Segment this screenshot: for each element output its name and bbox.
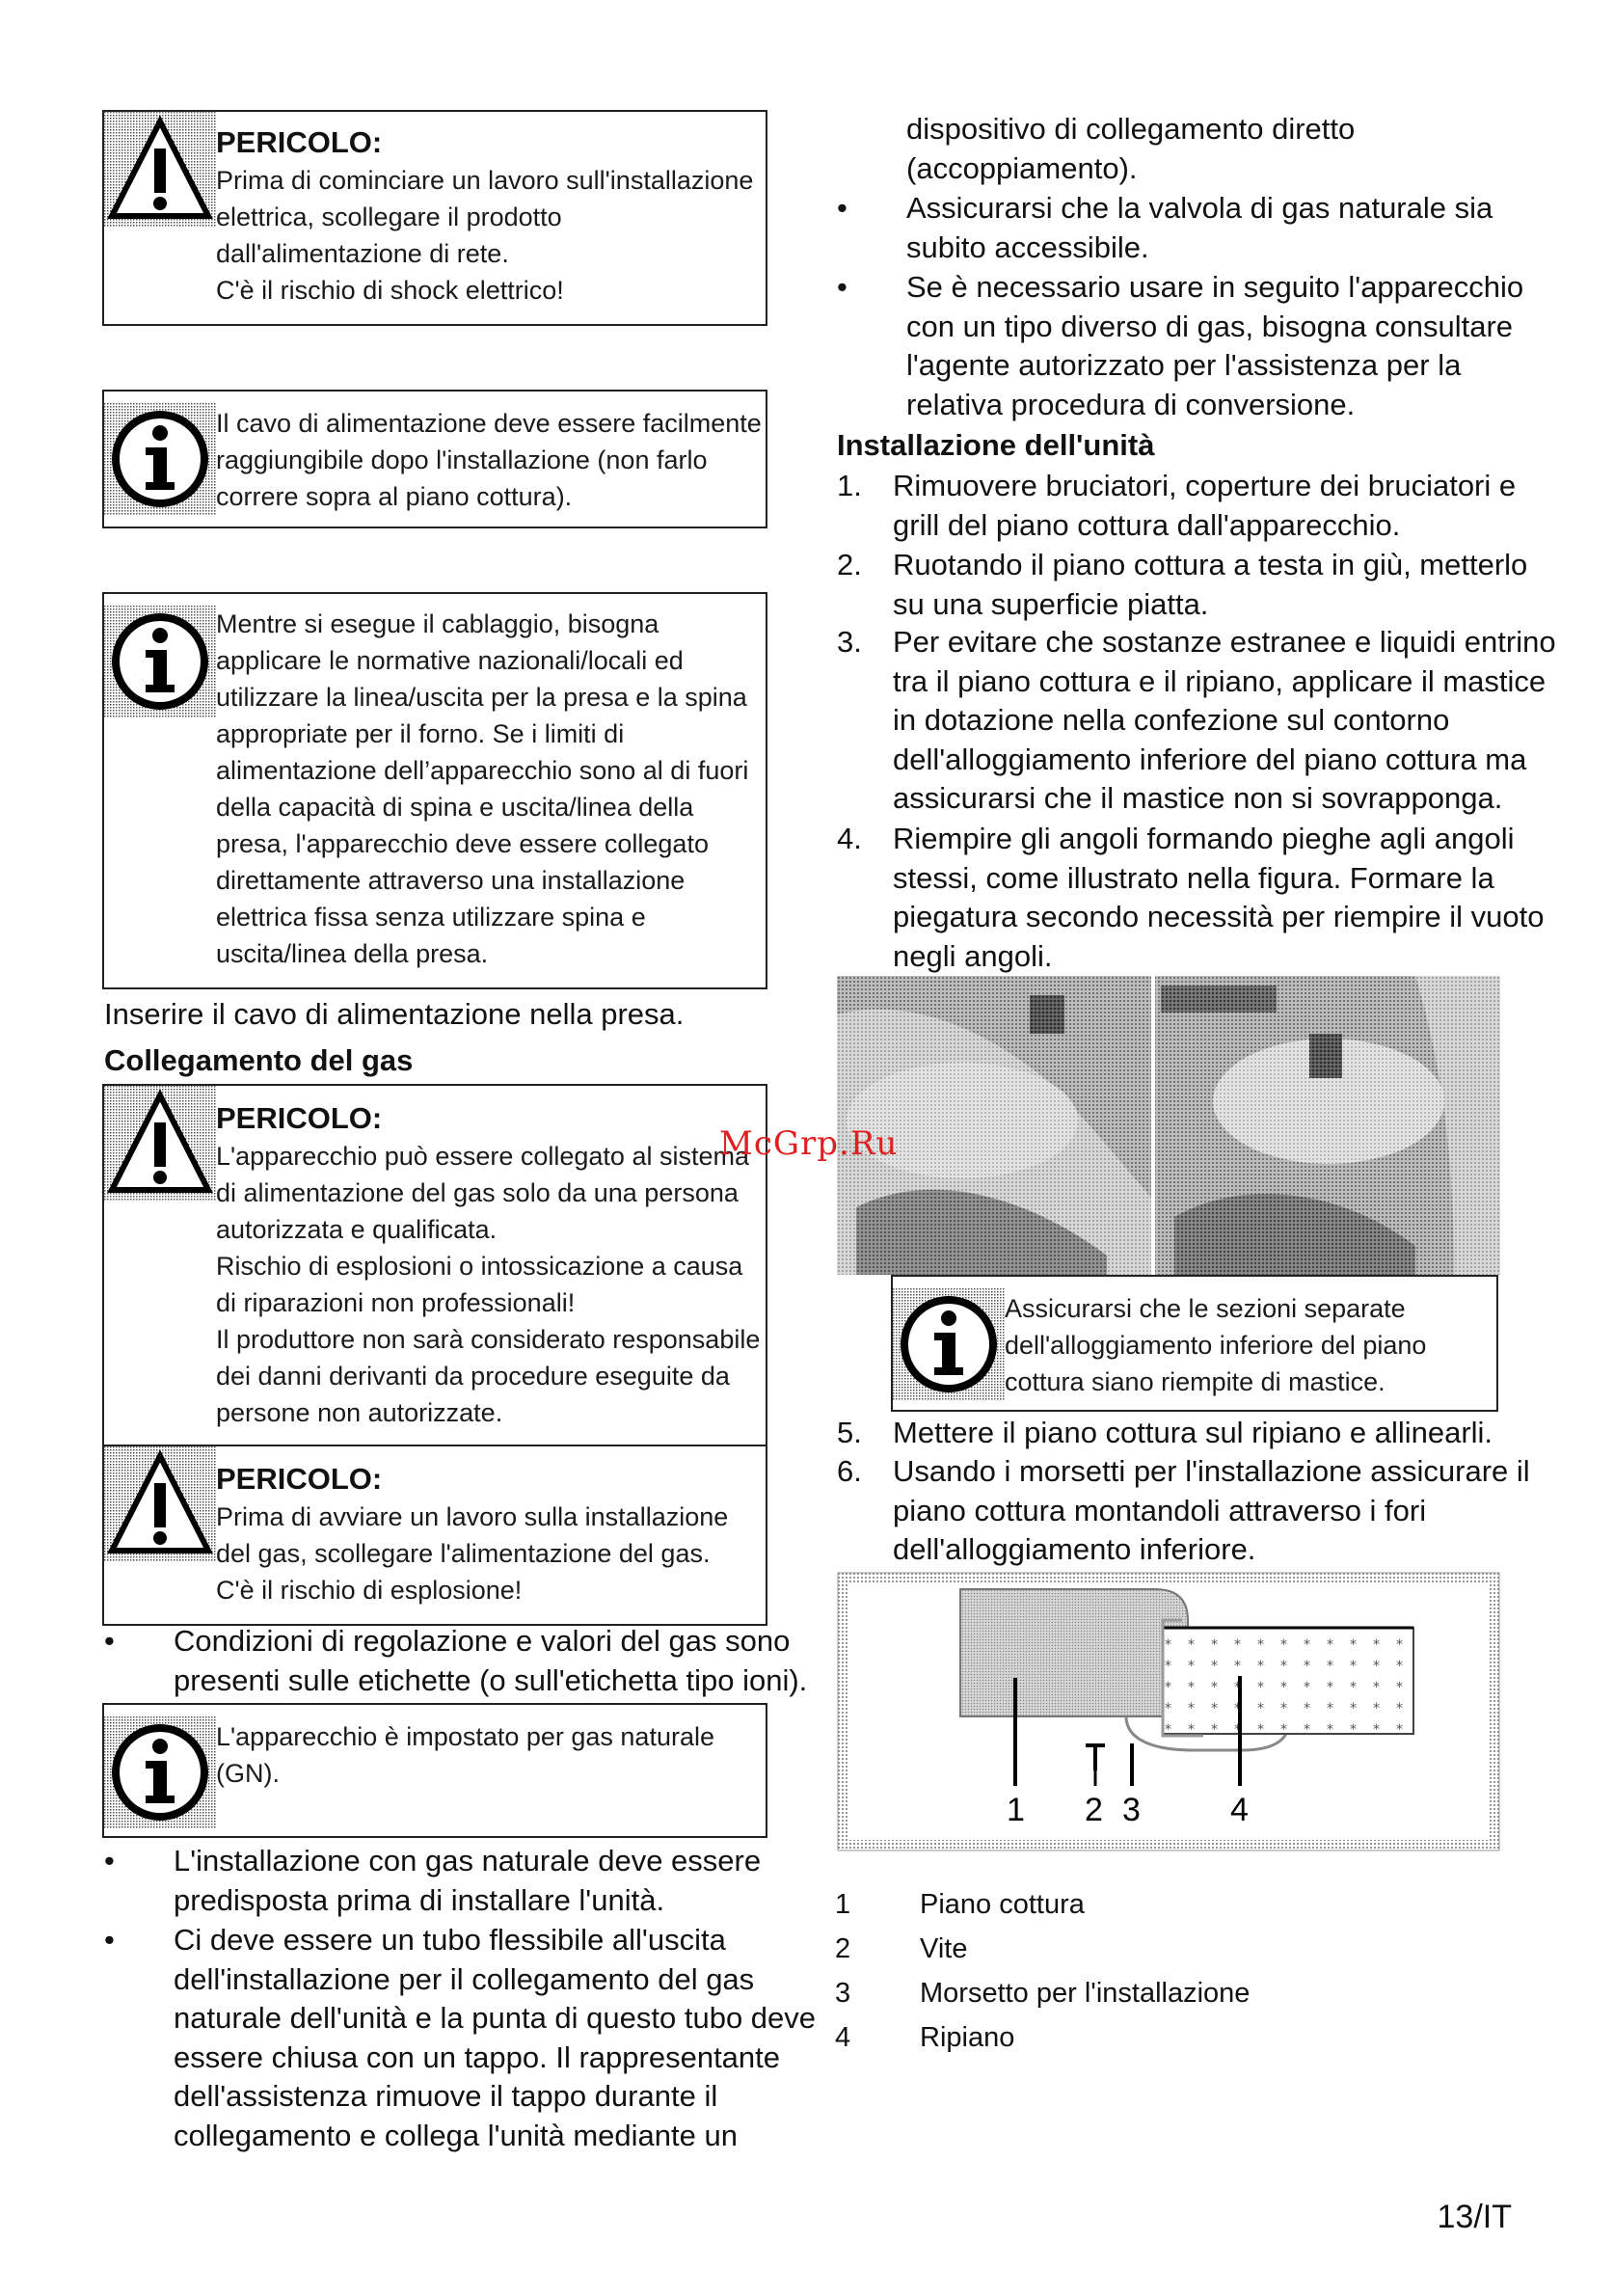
bullet-text-line: con un tipo diverso di gas, bisogna consultare — [906, 309, 1514, 343]
box-text-line: elettrica fissa senza utilizzare spina e — [216, 903, 646, 932]
bullet-text-line: subito accessibile. — [906, 230, 1149, 264]
warning-triangle-icon — [104, 112, 216, 228]
step-text-line: Ruotando il piano cottura a testa in giù, metterlo — [893, 548, 1528, 581]
box-text-line: Assicurarsi che le sezioni separate — [1005, 1294, 1406, 1323]
bullet-text-line: predisposta prima di installare l'unità. — [174, 1882, 665, 1917]
legend-value: Vite — [920, 1933, 968, 1964]
box-text-line: del gas, scollegare l'alimentazione del gas. — [216, 1539, 711, 1568]
bullet-item — [104, 1842, 769, 1921]
box-text-line: uscita/linea della presa. — [216, 939, 489, 968]
legend-key: 3 — [835, 1978, 851, 2009]
box-text-line: Prima di cominciare un lavoro sull'installazione — [216, 166, 754, 195]
step-number: 6. — [837, 1454, 862, 1488]
box-text-line: Prima di avviare un lavoro sulla installazione — [216, 1502, 729, 1531]
box-text-line: C'è il rischio di shock elettrico! — [216, 276, 564, 305]
step-item — [837, 1452, 1530, 1572]
bullet-text-line: relativa procedura di conversione. — [906, 387, 1356, 421]
step-text-line: su una superficie piatta. — [893, 586, 1209, 621]
bullet-text-line: Se è necessario usare in seguito l'apparecchio — [906, 270, 1524, 304]
box-text-line: L'apparecchio può essere collegato al sistema — [216, 1142, 749, 1171]
legend-key: 1 — [835, 1889, 851, 1920]
bullet-text-line: L'installazione con gas naturale deve essere — [174, 1844, 762, 1877]
step-text-line: Mettere il piano cottura sul ripiano e allinearli. — [893, 1416, 1493, 1449]
step-text-line: stessi, come illustrato nella figura. Formare la — [893, 860, 1494, 895]
bullet-text-line: Assicurarsi che la valvola di gas naturale sia — [906, 191, 1493, 225]
danger-box-gas-qualified — [102, 1084, 767, 1446]
installation-cross-section-diagram — [837, 1572, 1500, 1851]
box-text-line: cottura siano riempite di mastice. — [1005, 1367, 1385, 1396]
step-text-line: grill del piano cottura dall'apparecchio. — [893, 507, 1401, 542]
step-item — [837, 467, 1517, 546]
bullet-text-line: presenti sulle etichette (o sull'etichetta tipo ioni). — [174, 1662, 808, 1697]
info-icon — [104, 606, 216, 717]
danger-heading: PERICOLO: — [216, 1101, 383, 1135]
box-text-line: correre sopra al piano cottura). — [216, 482, 573, 511]
info-box-natural-gas — [102, 1703, 767, 1838]
step-number: 4. — [837, 822, 862, 855]
info-icon — [104, 1716, 216, 1828]
box-text-line: di alimentazione del gas solo da una persona — [216, 1178, 739, 1207]
step-text-line: tra il piano cottura e il ripiano, applicare il mastice — [893, 663, 1547, 698]
info-box-power-cable — [102, 390, 767, 528]
box-text-line: direttamente attraverso una installazione — [216, 866, 686, 895]
step-number: 5. — [837, 1416, 862, 1449]
box-text-line: di riparazioni non professionali! — [216, 1288, 576, 1317]
installation-heading: Installazione dell'unità — [837, 428, 1155, 462]
danger-heading: PERICOLO: — [216, 125, 383, 159]
step-text-line: in dotazione nella confezione sul contorno — [893, 703, 1450, 737]
step-item — [837, 623, 1556, 820]
bullet-dot: • — [837, 270, 847, 304]
bullet-text-line: naturale dell'unità e la punta di questo tubo deve — [174, 2001, 817, 2035]
box-text-line: Mentre si esegue il cablaggio, bisogna — [216, 609, 659, 638]
box-text-line: dall'alimentazione di rete. — [216, 239, 509, 268]
bullet-text-line: dispositivo di collegamento diretto — [906, 112, 1356, 146]
info-icon — [104, 403, 216, 515]
legend-key: 4 — [835, 2022, 851, 2053]
step-text-line: piano cottura montandoli attraverso i fori — [893, 1493, 1427, 1527]
danger-box-electrical — [102, 110, 767, 326]
bullet-text-line: essere chiusa con un tappo. Il rappresentante — [174, 2039, 781, 2074]
box-text-line: raggiungibile dopo l'installazione (non farlo — [216, 446, 708, 474]
step-text-line: piegatura secondo necessità per riempire il vuoto — [893, 900, 1545, 933]
legend-value: Ripiano — [920, 2022, 1015, 2053]
box-text-line: dei danni derivanti da procedure eseguite da — [216, 1362, 730, 1391]
box-text-line: applicare le normative nazionali/locali ed — [216, 646, 684, 675]
box-text-line: persone non autorizzate. — [216, 1398, 503, 1427]
warning-triangle-icon — [104, 1086, 216, 1202]
step-text-line: Per evitare che sostanze estranee e liquidi entrino — [893, 625, 1556, 659]
box-text-line: appropriate per il forno. Se i limiti di — [216, 719, 625, 748]
box-text-line: C'è il rischio di esplosione! — [216, 1576, 523, 1605]
step-text-line: Usando i morsetti per l'installazione assicurare il — [893, 1454, 1530, 1488]
info-box-wiring — [102, 592, 767, 989]
step-item — [837, 546, 1528, 625]
step-text-line: negli angoli. — [893, 938, 1053, 973]
box-text-line: della capacità di spina e uscita/linea della — [216, 793, 694, 822]
bullet-dot: • — [104, 1923, 115, 1957]
legend-key: 2 — [835, 1933, 851, 1964]
step-item — [837, 1414, 1512, 1454]
bullet-continuation — [837, 110, 1512, 189]
bullet-dot: • — [104, 1624, 115, 1658]
box-text-line: autorizzata e qualificata. — [216, 1215, 498, 1244]
bullet-text-line: Condizioni di regolazione e valori del gas sono — [174, 1624, 791, 1658]
diagram-label: 2 — [1085, 1792, 1103, 1828]
gas-connection-heading: Collegamento del gas — [104, 1043, 414, 1077]
box-text-line: Il produttore non sarà considerato responsabile — [216, 1325, 761, 1354]
step-number: 3. — [837, 625, 862, 659]
diagram-label: 3 — [1122, 1792, 1141, 1828]
info-box-sealant — [891, 1275, 1498, 1412]
bullet-text-line: Ci deve essere un tubo flessibile all'uscita — [174, 1923, 726, 1957]
step-text-line: assicurarsi che il mastice non si sovrapponga. — [893, 781, 1503, 815]
step-number: 2. — [837, 548, 862, 581]
step-text-line: Riempire gli angoli formando pieghe agli angoli — [893, 822, 1515, 855]
watermark: McGrp.Ru — [719, 1124, 899, 1163]
box-text-line: elettrica, scollegare il prodotto — [216, 203, 562, 231]
page-number: 13/IT — [1437, 2199, 1512, 2235]
box-text-line: L'apparecchio è impostato per gas naturale — [216, 1722, 714, 1751]
box-text-line: utilizzare la linea/uscita per la presa e la spina — [216, 683, 747, 712]
bullet-text-line: collegamento e collega l'unità mediante un — [174, 2118, 738, 2152]
step-text-line: Rimuovere bruciatori, coperture dei bruciatori e — [893, 469, 1517, 502]
legend-value: Morsetto per l'installazione — [920, 1978, 1251, 2009]
box-text-line: Il cavo di alimentazione deve essere facilmente — [216, 409, 762, 438]
legend-value: Piano cottura — [920, 1889, 1085, 1920]
bullet-item — [837, 268, 1524, 426]
box-text-line: (GN). — [216, 1759, 280, 1788]
warning-triangle-icon — [104, 1446, 216, 1562]
bullet-item — [104, 1921, 817, 2158]
bullet-text-line: (accoppiamento). — [906, 150, 1138, 185]
sealant-corner-photo — [837, 976, 1500, 1275]
bullet-item — [837, 189, 1512, 268]
danger-box-gas-disconnect — [102, 1445, 767, 1626]
bullet-item — [104, 1622, 808, 1701]
box-text-line: presa, l'apparecchio deve essere collegato — [216, 829, 709, 858]
bullet-text-line: l'agente autorizzato per l'assistenza per la — [906, 348, 1462, 382]
box-text-line: dell'alloggiamento inferiore del piano — [1005, 1331, 1427, 1360]
diagram-label: 1 — [1007, 1792, 1025, 1828]
step-text-line: dell'alloggiamento inferiore del piano cottura ma — [893, 742, 1527, 776]
insert-cable-text: Inserire il cavo di alimentazione nella presa. — [104, 997, 685, 1031]
bullet-dot: • — [837, 191, 847, 225]
step-number: 1. — [837, 469, 862, 502]
bullet-text-line: dell'assistenza rimuove il tappo durante il — [174, 2079, 718, 2113]
step-text-line: dell'alloggiamento inferiore. — [893, 1532, 1256, 1566]
step-item — [837, 820, 1545, 978]
box-text-line: alimentazione dell’apparecchio sono al di fuori — [216, 756, 749, 785]
danger-heading: PERICOLO: — [216, 1462, 383, 1496]
box-text-line: Rischio di esplosioni o intossicazione a causa — [216, 1252, 743, 1281]
diagram-label: 4 — [1230, 1792, 1249, 1828]
bullet-text-line: dell'installazione per il collegamento del gas — [174, 1961, 755, 1996]
bullet-dot: • — [104, 1844, 115, 1877]
info-icon — [893, 1288, 1005, 1400]
